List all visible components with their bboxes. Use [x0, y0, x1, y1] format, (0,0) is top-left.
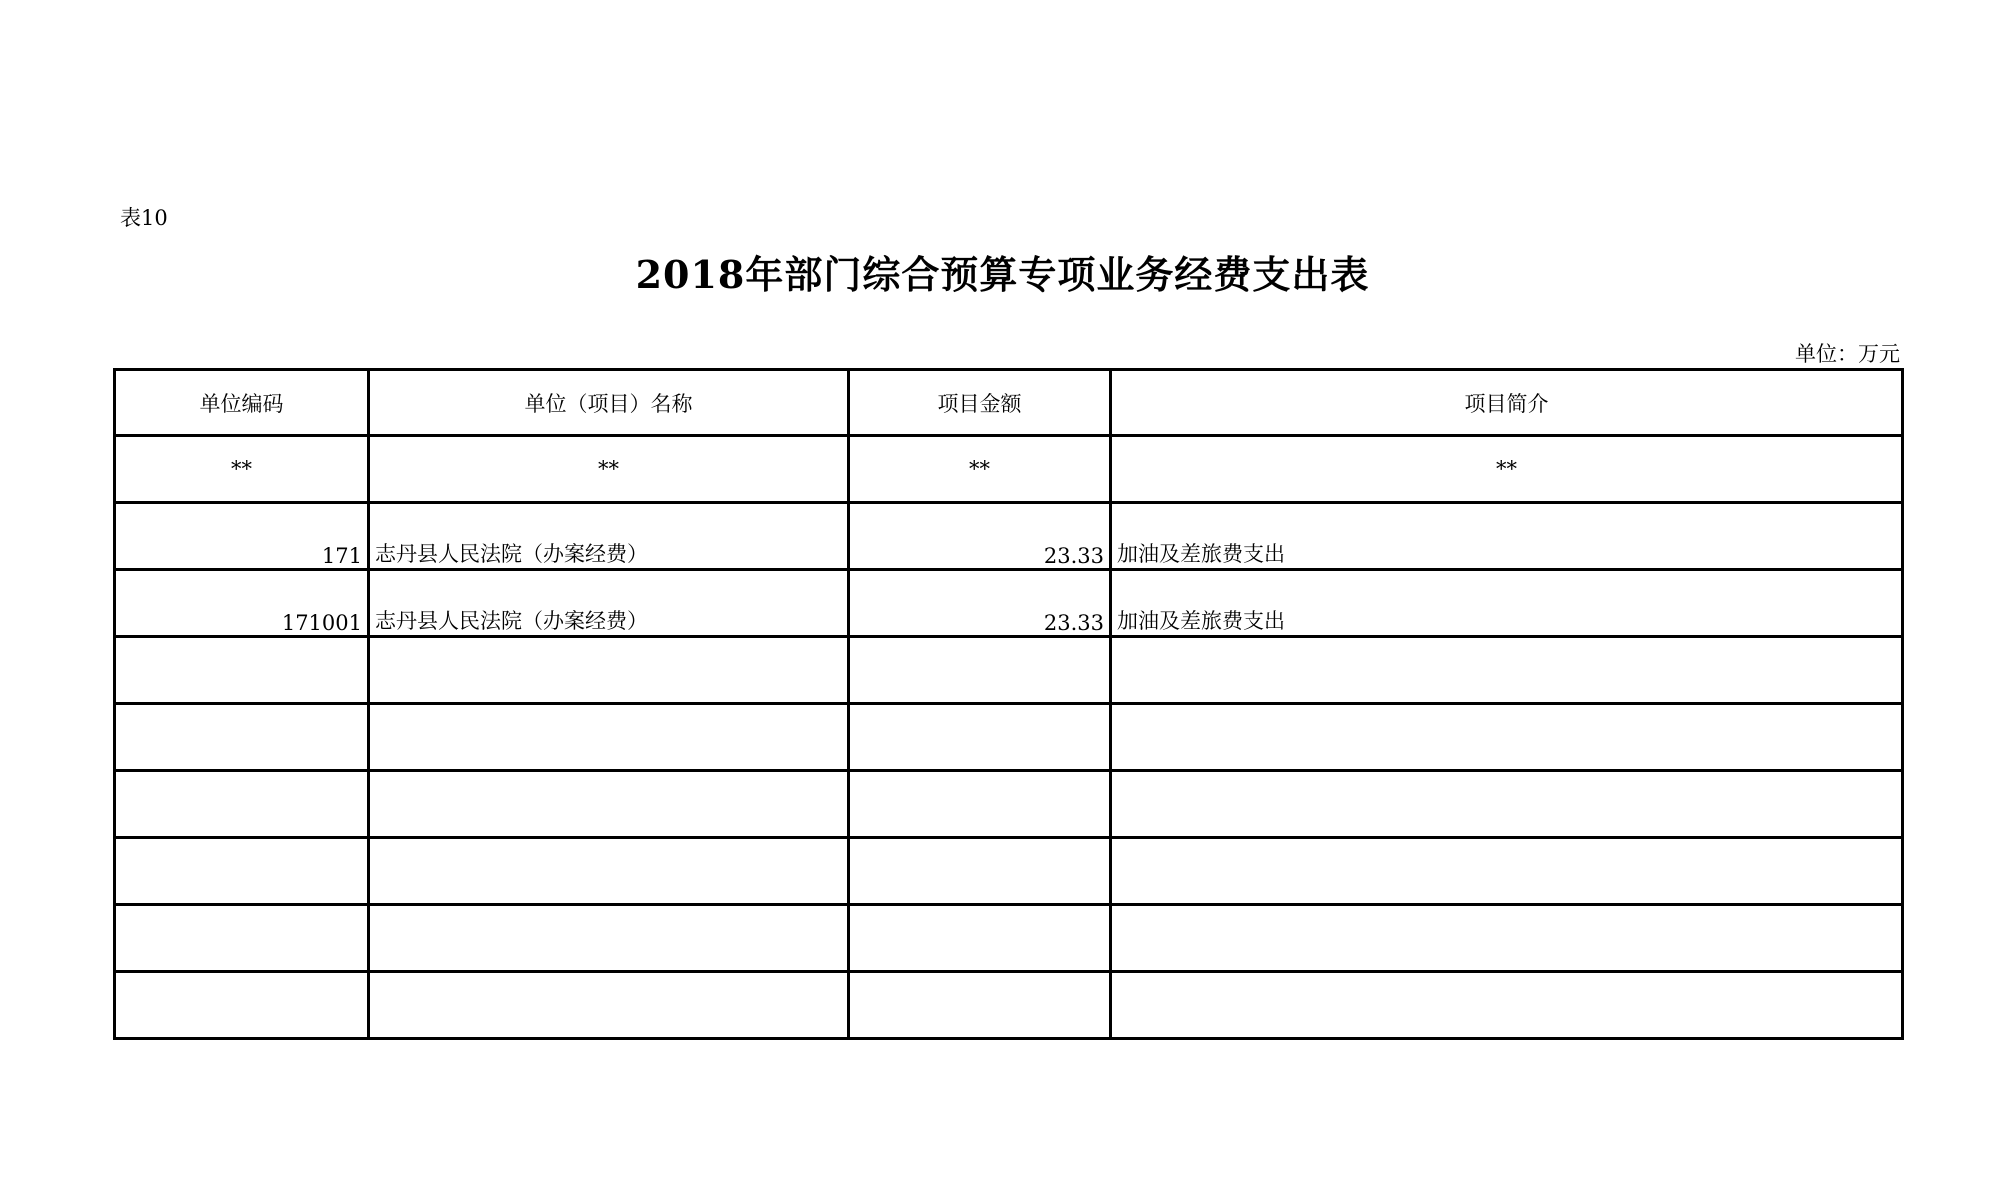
budget-table: [113, 368, 1904, 1040]
unit-code-cell: [115, 905, 369, 972]
amount-cell: [849, 704, 1111, 771]
description-cell: [1111, 637, 1903, 704]
placeholder-cell: **: [1111, 436, 1903, 503]
unit-code-cell: [115, 704, 369, 771]
unit-code-cell: 171: [115, 503, 369, 570]
description-cell: [1111, 972, 1903, 1039]
placeholder-cell: **: [369, 436, 849, 503]
unit-code-cell: [115, 637, 369, 704]
table-number: 表10: [120, 206, 168, 230]
unit-code-cell: 171001: [115, 570, 369, 637]
amount-cell: [849, 838, 1111, 905]
table-row: [115, 838, 1903, 905]
description-cell: [1111, 771, 1903, 838]
table-row: [115, 905, 1903, 972]
unit-label: 单位：万元: [1795, 342, 1900, 366]
unit-name-cell: [369, 771, 849, 838]
unit-code-cell: [115, 771, 369, 838]
unit-name-cell: [369, 972, 849, 1039]
table-row: [115, 972, 1903, 1039]
placeholder-cell: **: [115, 436, 369, 503]
unit-name-cell: [369, 838, 849, 905]
header-unit-code: 单位编码: [115, 370, 369, 436]
unit-name-cell: 志丹县人民法院（办案经费）: [369, 570, 849, 637]
amount-cell: 23.33: [849, 503, 1111, 570]
unit-code-cell: [115, 972, 369, 1039]
placeholder-cell: **: [849, 436, 1111, 503]
table-row: [115, 637, 1903, 704]
header-amount: 项目金额: [849, 370, 1111, 436]
unit-name-cell: [369, 905, 849, 972]
placeholder-row: [115, 436, 1903, 503]
amount-cell: [849, 905, 1111, 972]
amount-cell: 23.33: [849, 570, 1111, 637]
unit-name-cell: [369, 637, 849, 704]
table-row: [115, 771, 1903, 838]
table-row: [115, 704, 1903, 771]
table-row: [115, 503, 1903, 570]
description-cell: [1111, 704, 1903, 771]
header-unit-name: 单位（项目）名称: [369, 370, 849, 436]
amount-cell: [849, 637, 1111, 704]
amount-cell: [849, 771, 1111, 838]
unit-name-cell: 志丹县人民法院（办案经费）: [369, 503, 849, 570]
unit-code-cell: [115, 838, 369, 905]
table-row: [115, 570, 1903, 637]
page-title: 2018年部门综合预算专项业务经费支出表: [635, 252, 1370, 297]
description-cell: [1111, 905, 1903, 972]
header-description: 项目简介: [1111, 370, 1903, 436]
unit-name-cell: [369, 704, 849, 771]
description-cell: 加油及差旅费支出: [1111, 570, 1903, 637]
header-row: [115, 370, 1903, 436]
description-cell: [1111, 838, 1903, 905]
amount-cell: [849, 972, 1111, 1039]
description-cell: 加油及差旅费支出: [1111, 503, 1903, 570]
